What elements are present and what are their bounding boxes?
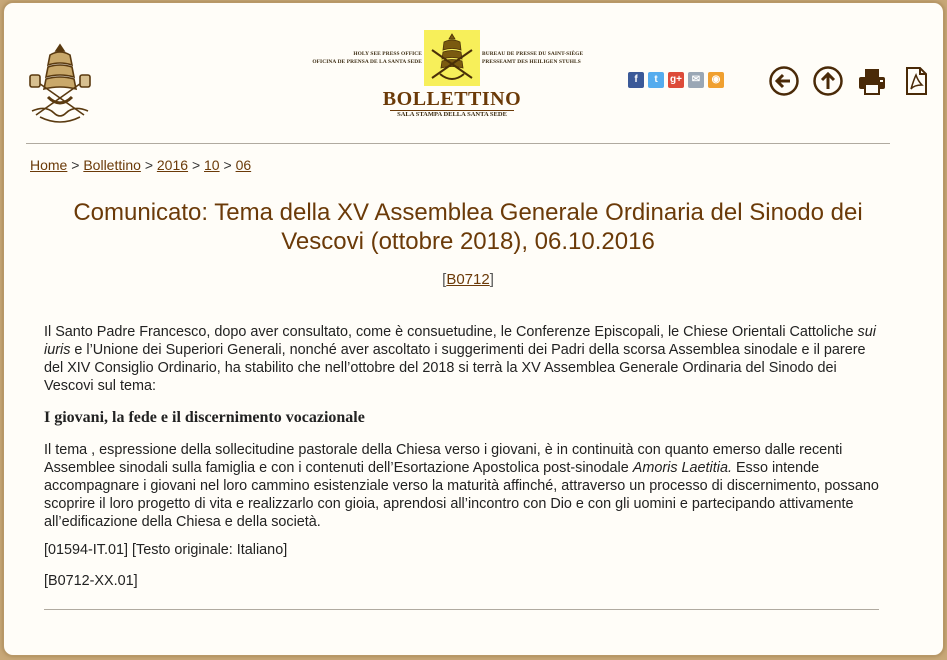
header-divider bbox=[26, 143, 890, 144]
holy-see-emblem-icon bbox=[424, 30, 480, 86]
bulletin-code bbox=[44, 271, 892, 288]
breadcrumb-home[interactable]: Home bbox=[30, 157, 68, 173]
breadcrumb-separator: > bbox=[71, 157, 80, 173]
masthead-right-line: PRESSEAMT DES HEILIGEN STUHLS bbox=[482, 59, 581, 65]
pdf-icon[interactable] bbox=[900, 65, 932, 97]
facebook-icon[interactable]: f bbox=[628, 72, 644, 88]
google-plus-icon[interactable]: g+ bbox=[668, 72, 684, 88]
print-icon[interactable] bbox=[856, 65, 888, 97]
page-frame bbox=[3, 2, 944, 656]
article-body bbox=[44, 323, 879, 600]
rss-icon[interactable]: ◉ bbox=[708, 72, 724, 88]
masthead-title: BOLLETTINO bbox=[382, 88, 522, 110]
masthead-left-line: HOLY SEE PRESS OFFICE bbox=[353, 51, 422, 57]
masthead-subtitle: SALA STAMPA DELLA SANTA SEDE bbox=[397, 111, 507, 118]
breadcrumb-separator: > bbox=[144, 157, 153, 173]
paragraph-intro bbox=[44, 323, 879, 395]
paragraph-theme bbox=[44, 441, 879, 531]
up-arrow-icon[interactable] bbox=[812, 65, 844, 97]
footer-divider bbox=[44, 609, 879, 610]
synod-theme-heading: I giovani, la fede e il discernimento vocazionale bbox=[44, 409, 365, 426]
paragraph-italic: sui iuris bbox=[44, 324, 876, 358]
code-bracket-open: [ bbox=[442, 271, 447, 288]
breadcrumb-bollettino[interactable]: Bollettino bbox=[83, 157, 141, 173]
email-icon[interactable]: ✉ bbox=[688, 72, 704, 88]
paragraph-italic: Amoris Laetitia. bbox=[632, 460, 732, 476]
bulletin-code-link[interactable]: B0712 bbox=[446, 271, 490, 288]
masthead-right-line: BUREAU DE PRESSE DU SAINT-SIÈGE bbox=[482, 51, 584, 57]
paragraph-text: Il Santo Padre Francesco, dopo aver consultato, come è consuetudine, le Conferenze Episcopali, le Chiese Orientali Cattoliche bbox=[44, 324, 858, 340]
breadcrumb-month[interactable]: 10 bbox=[204, 157, 220, 173]
page-tools bbox=[768, 65, 932, 97]
masthead-left-text bbox=[312, 50, 422, 66]
paragraph-text: Esso intende accompagnare i giovani nel loro cammino esistenziale verso la maturità affinché, attraverso un processo di discernimento, possano scoprire il loro progetto di vita e realizzarlo con gioia, aprendosi all’incontro con Dio e con gli uomini e partecipando attivamente all’edificazione della Chiesa e della società. bbox=[44, 460, 879, 530]
code-bracket-close: ] bbox=[489, 271, 494, 288]
social-share-bar bbox=[628, 72, 724, 88]
twitter-icon[interactable]: t bbox=[648, 72, 664, 88]
reference-code: [B0712-XX.01] bbox=[44, 573, 138, 589]
reference-original-language: [01594-IT.01] [Testo originale: Italiano] bbox=[44, 542, 288, 558]
breadcrumb bbox=[30, 157, 251, 173]
masthead-left-line: OFICINA DE PRENSA DE LA SANTA SEDE bbox=[312, 59, 422, 65]
paragraph-text: e l’Unione dei Superiori Generali, nonché aver ascoltato i suggerimenti dei Padri della scorsa Assemblea sinodale e il parere del XIV Consiglio Ordinario, ha stabilito che nell’ottobre del 2018 si terrà la XV Assemblea Generale Ordinaria del Sinodo dei Vescovi sul tema: bbox=[44, 342, 866, 394]
paragraph-text: Il tema , espressione della sollecitudine pastorale della Chiesa verso i giovani, è in continuità con quanto emerso dalle recenti Assemblee sinodali sulla famiglia e con i contenuti dell’Esortazione Apostolica post-sinodale bbox=[44, 442, 843, 476]
masthead-right-text bbox=[482, 50, 583, 66]
page-title: Comunicato: Tema della XV Assemblea Generale Ordinaria del Sinodo dei Vescovi (ottobre 2018), 06.10.2016 bbox=[73, 199, 863, 255]
breadcrumb-year[interactable]: 2016 bbox=[156, 157, 189, 173]
breadcrumb-day[interactable]: 06 bbox=[235, 157, 252, 173]
papal-crest-logo[interactable] bbox=[26, 41, 94, 123]
breadcrumb-separator: > bbox=[191, 157, 201, 173]
bollettino-masthead[interactable] bbox=[310, 30, 594, 122]
breadcrumb-separator: > bbox=[223, 157, 232, 173]
back-arrow-icon[interactable] bbox=[768, 65, 800, 97]
